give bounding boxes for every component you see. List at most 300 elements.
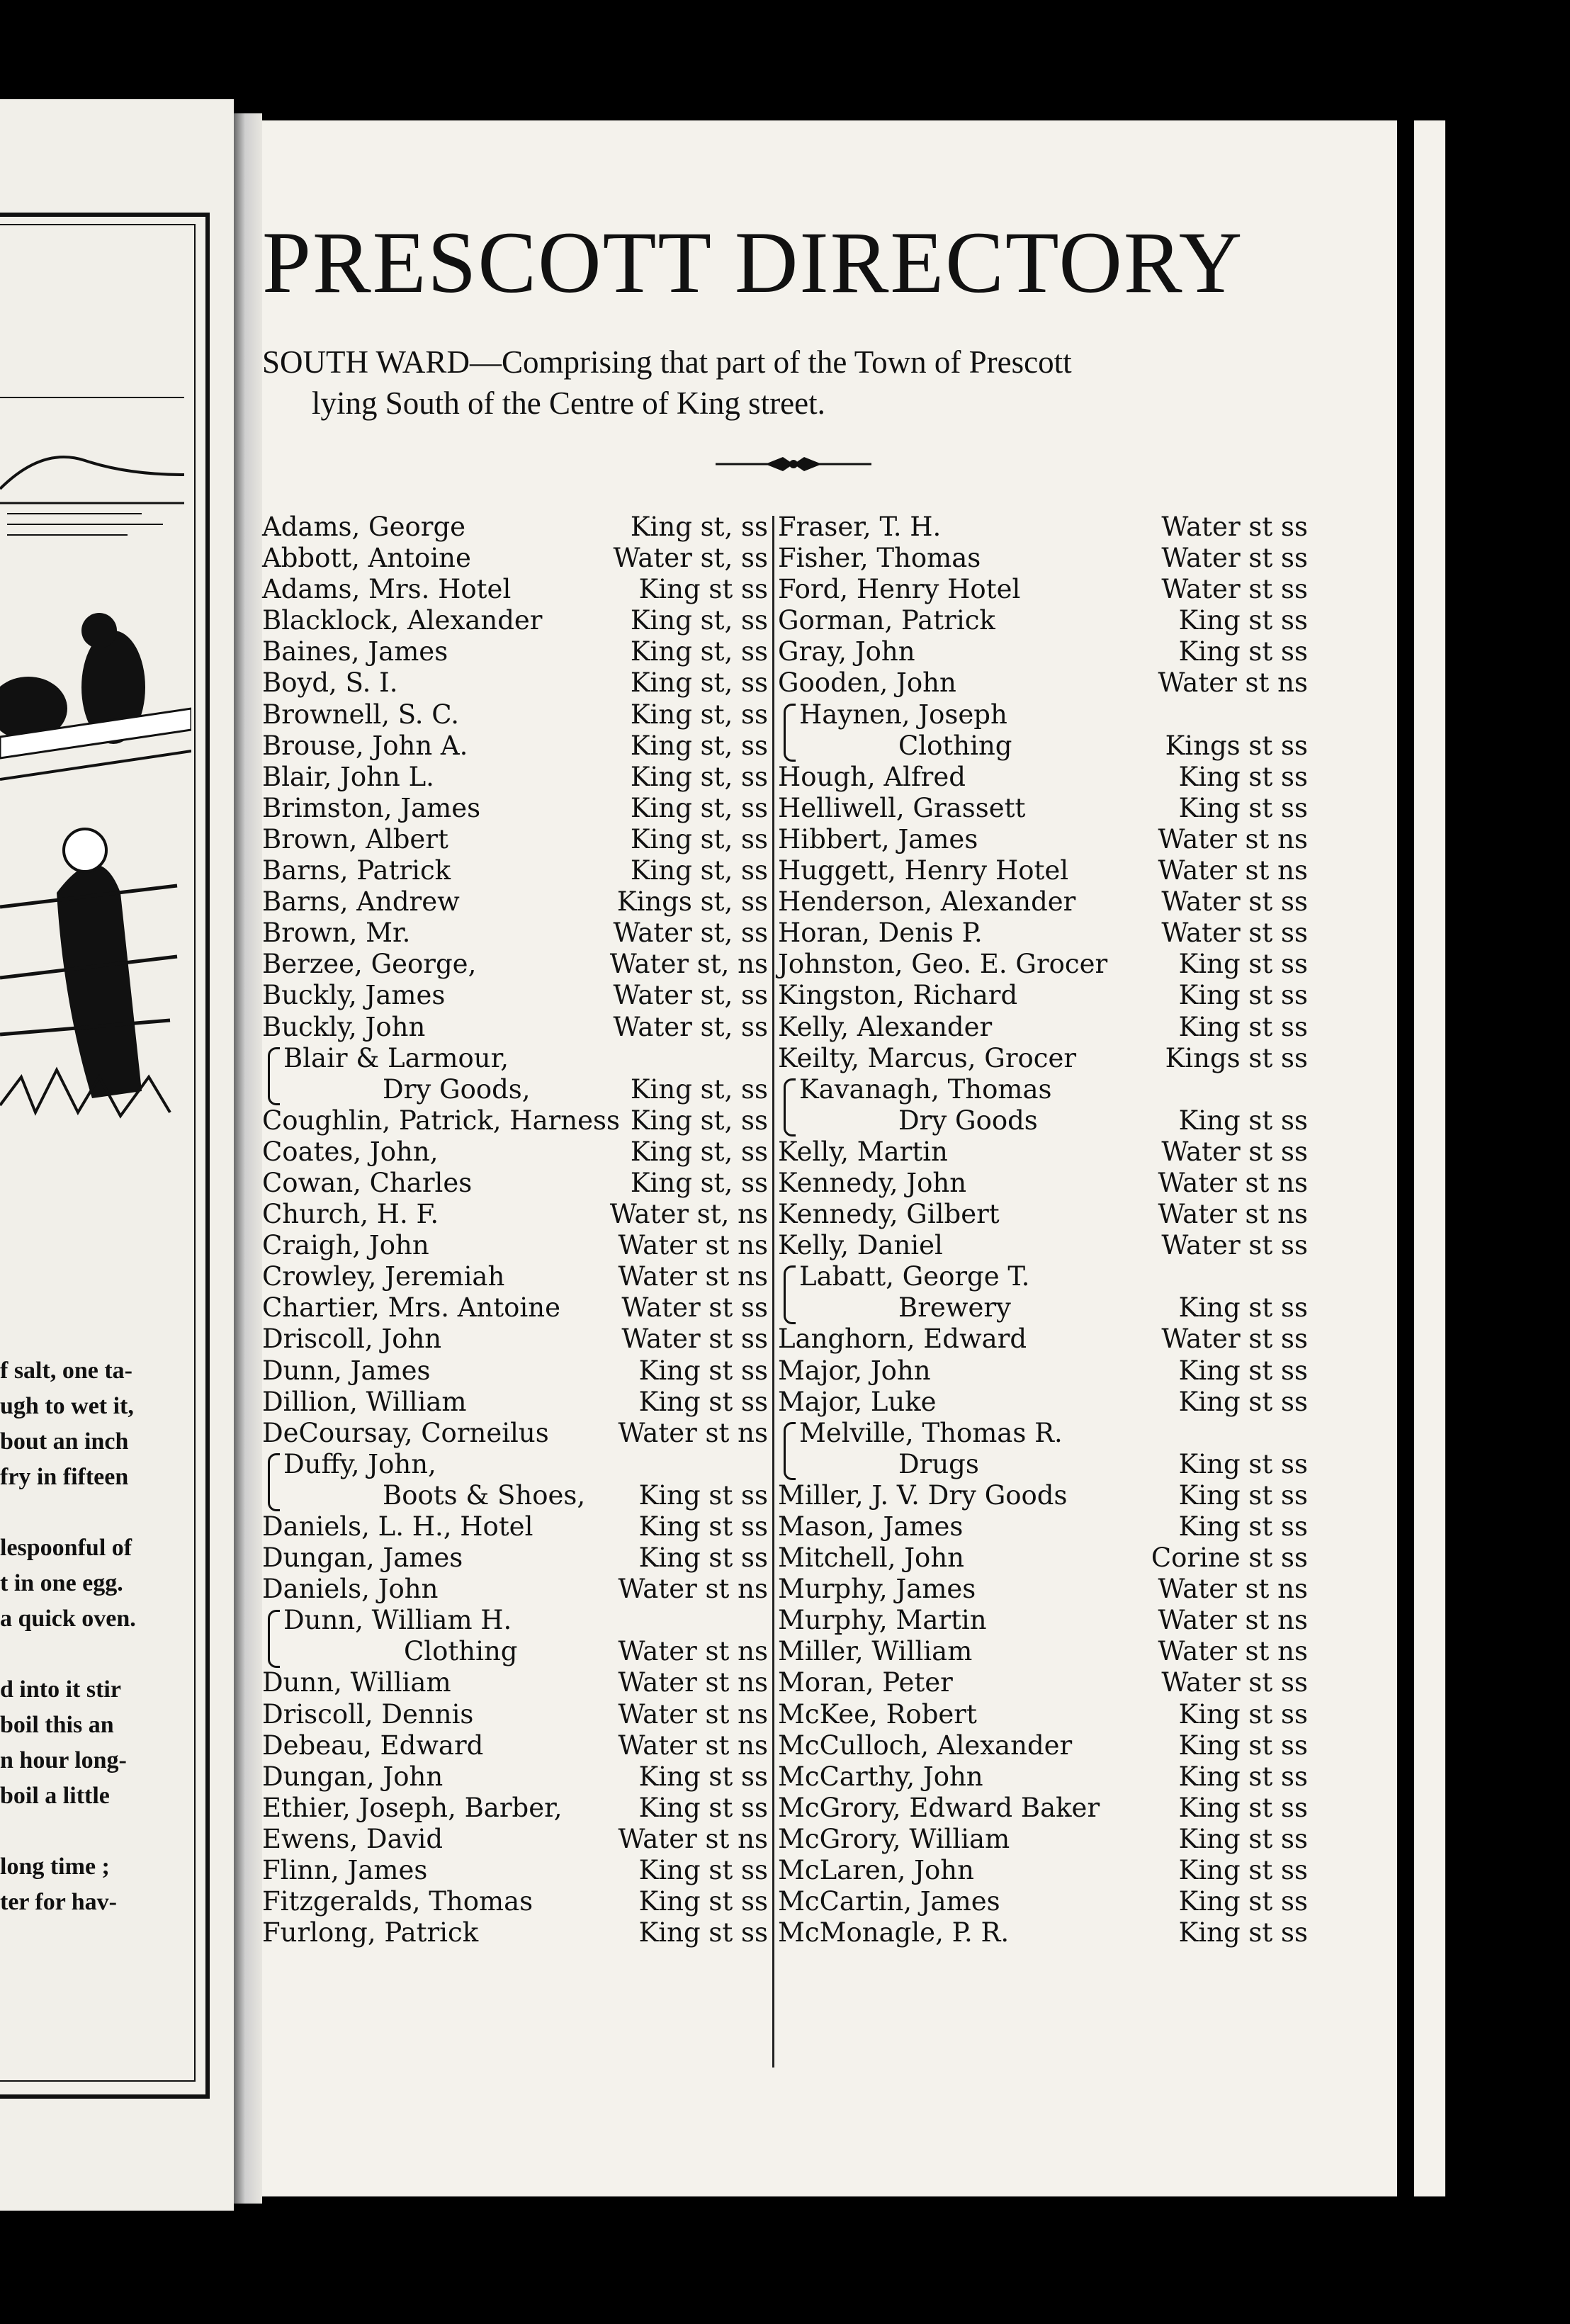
entry-address: Water st ns — [618, 1698, 768, 1730]
directory-entry — [262, 1480, 771, 1511]
entry-address: King st, ss — [630, 1136, 768, 1167]
directory-entry — [778, 1886, 1311, 1917]
entry-address: Water st, ss — [613, 1011, 768, 1042]
entry-name: Berzee, George, — [262, 949, 477, 980]
directory-entry — [778, 762, 1311, 793]
directory-entry — [778, 1261, 1311, 1292]
directory-entry — [262, 1074, 771, 1105]
entry-brace — [268, 1047, 280, 1105]
recipe-line: ugh to wet it, — [0, 1393, 134, 1419]
entry-name: McGrory, Edward Baker — [778, 1792, 1100, 1823]
entry-address: King st ss — [1178, 1011, 1308, 1042]
entry-name: Dunn, William — [262, 1667, 451, 1698]
entry-name: Kavanagh, Thomas — [799, 1073, 1052, 1105]
entry-name: McCartin, James — [778, 1886, 1000, 1917]
directory-entry — [778, 636, 1311, 667]
directory-entry — [778, 1761, 1311, 1793]
entry-address: Water st ns — [1158, 855, 1308, 886]
directory-entry — [778, 1480, 1311, 1511]
entry-address: King st ss — [1178, 1292, 1308, 1324]
entry-address: Kings st ss — [1165, 1042, 1308, 1073]
directory-entry — [262, 1324, 771, 1355]
entry-address: King st ss — [1178, 792, 1308, 823]
directory-entry — [778, 1324, 1311, 1355]
directory-entry — [778, 1074, 1311, 1105]
entry-name: Murphy, Martin — [778, 1605, 987, 1636]
entry-name: Ford, Henry Hotel — [778, 574, 1021, 605]
entry-brace — [784, 1078, 796, 1136]
entry-address: King st ss — [638, 1355, 768, 1386]
entry-name: Langhorn, Edward — [778, 1324, 1027, 1355]
directory-entry — [262, 886, 771, 918]
directory-entry — [262, 949, 771, 980]
directory-entry — [778, 1355, 1311, 1387]
entry-address: King st, ss — [630, 699, 768, 730]
entry-address: Water st ss — [1161, 886, 1308, 918]
directory-entry — [262, 1449, 771, 1480]
directory-entry — [262, 793, 771, 824]
directory-listing — [262, 512, 1311, 2070]
column-divider — [772, 516, 774, 2068]
directory-column-1 — [262, 512, 771, 1948]
entry-name: Brouse, John A. — [262, 730, 468, 761]
entry-name: McMonagle, P. R. — [778, 1917, 1010, 1948]
recipe-line: long time ; — [0, 1854, 110, 1880]
entry-name: Helliwell, Grassett — [778, 792, 1026, 823]
page-title: PRESCOTT DIRECTORY — [262, 214, 1244, 311]
directory-entry — [262, 824, 771, 855]
entry-address: King st, ss — [630, 730, 768, 761]
entry-name: Labatt, George T. — [799, 1261, 1030, 1292]
entry-address: King st ss — [1178, 1698, 1308, 1730]
entry-name: Coates, John, — [262, 1136, 439, 1167]
entry-name: Gray, John — [778, 636, 915, 667]
entry-name: Barns, Andrew — [262, 886, 460, 918]
recipe-line: d into it stir — [0, 1676, 121, 1703]
entry-name: McGrory, William — [778, 1823, 1010, 1854]
entry-address: King st ss — [1178, 1386, 1308, 1417]
directory-entry — [262, 636, 771, 667]
entry-brace — [268, 1453, 280, 1511]
directory-entry — [778, 1105, 1311, 1136]
entry-address: King st, ss — [630, 1167, 768, 1198]
entry-name: Kelly, Martin — [778, 1136, 948, 1167]
facing-page — [0, 99, 234, 2211]
directory-entry — [262, 1105, 771, 1136]
entry-name: Driscoll, John — [262, 1324, 442, 1355]
entry-name: Keilty, Marcus, Grocer — [778, 1042, 1077, 1073]
directory-entry — [778, 793, 1311, 824]
directory-entry — [262, 1043, 771, 1074]
entry-address: King st ss — [638, 1542, 768, 1574]
directory-entry — [778, 1917, 1311, 1948]
directory-entry — [778, 1636, 1311, 1667]
entry-name: Church, H. F. — [262, 1199, 439, 1230]
directory-entry — [778, 1699, 1311, 1730]
entry-name: Melville, Thomas R. — [799, 1417, 1063, 1448]
ward-description-line-2: lying South of the Centre of King street. — [312, 385, 825, 421]
directory-entry — [778, 1793, 1311, 1824]
entry-address: King st ss — [1178, 1823, 1308, 1854]
entry-address: Water st, ss — [613, 543, 768, 574]
entry-name: Ethier, Joseph, Barber, — [262, 1792, 563, 1823]
entry-name: Adams, George — [262, 512, 466, 542]
ward-description-text-1: SOUTH WARD—Comprising that part of the Town of Prescott — [262, 344, 1072, 380]
entry-address: King st, ss — [630, 855, 768, 886]
entry-name: Buckly, James — [262, 980, 446, 1011]
directory-entry — [262, 1261, 771, 1292]
entry-name: DeCoursay, Corneilus — [262, 1417, 549, 1448]
entry-name: Debeau, Edward — [262, 1730, 484, 1761]
directory-entry — [262, 1012, 771, 1043]
entry-address: King st ss — [1178, 1917, 1308, 1948]
directory-entry — [778, 1605, 1311, 1636]
entry-address: Water st ns — [618, 1261, 768, 1292]
entry-name: McCulloch, Alexander — [778, 1730, 1073, 1761]
directory-entry — [262, 1761, 771, 1793]
entry-name: Miller, J. V. Dry Goods — [778, 1479, 1068, 1511]
entry-name: Horan, Denis P. — [778, 918, 983, 949]
entry-address: King st ss — [1178, 949, 1308, 980]
directory-entry — [778, 824, 1311, 855]
directory-entry — [262, 762, 771, 793]
entry-address: Water st ss — [1161, 1230, 1308, 1261]
entry-address: Water st ns — [618, 1636, 768, 1667]
directory-entry — [262, 1824, 771, 1855]
entry-name: Ewens, David — [262, 1823, 444, 1854]
directory-entry — [262, 1605, 771, 1636]
directory-entry — [262, 1511, 771, 1542]
entry-name: Kelly, Alexander — [778, 1011, 993, 1042]
entry-address: Water st ns — [1158, 1199, 1308, 1230]
entry-name: Gorman, Patrick — [778, 605, 995, 636]
directory-entry — [778, 667, 1311, 699]
entry-name: Cowan, Charles — [262, 1167, 473, 1198]
entry-address: Water st ss — [621, 1292, 768, 1324]
entry-name: Hough, Alfred — [778, 761, 966, 792]
entry-address: King st, ss — [630, 792, 768, 823]
entry-name: Drugs — [898, 1448, 979, 1479]
directory-entry — [262, 543, 771, 574]
directory-column-2 — [778, 512, 1311, 1948]
entry-name: Brown, Albert — [262, 823, 448, 854]
entry-name: Dry Goods, — [383, 1073, 531, 1105]
entry-address: King st ss — [1178, 980, 1308, 1011]
entry-address: Water st ns — [1158, 667, 1308, 699]
entry-name: Dunn, James — [262, 1355, 431, 1386]
directory-entry — [778, 543, 1311, 574]
entry-address: King st ss — [638, 1917, 768, 1948]
entry-address: King st ss — [1178, 1730, 1308, 1761]
entry-name: Blair & Larmour, — [283, 1042, 509, 1073]
entry-address: Water st ss — [1161, 512, 1308, 542]
directory-entry — [778, 699, 1311, 731]
entry-name: Hibbert, James — [778, 823, 978, 854]
directory-entry — [262, 1199, 771, 1230]
directory-entry — [778, 574, 1311, 605]
entry-name: Murphy, James — [778, 1574, 976, 1605]
directory-entry — [778, 512, 1311, 543]
entry-address: King st, ss — [630, 667, 768, 699]
entry-name: Abbott, Antoine — [262, 543, 471, 574]
entry-name: Brownell, S. C. — [262, 699, 460, 730]
directory-entry — [778, 1292, 1311, 1324]
entry-name: Brewery — [898, 1292, 1011, 1324]
directory-entry — [262, 1168, 771, 1199]
entry-name: Fisher, Thomas — [778, 543, 981, 574]
entry-name: Dry Goods — [898, 1105, 1038, 1136]
entry-address: King st, ss — [630, 636, 768, 667]
recipe-text — [0, 1353, 163, 1920]
entry-address: Water st ss — [1161, 1667, 1308, 1698]
entry-address: Water st ns — [618, 1667, 768, 1698]
entry-address: King st ss — [1178, 1448, 1308, 1479]
entry-address: Water st ss — [1161, 1324, 1308, 1355]
entry-name: Blair, John L. — [262, 761, 434, 792]
entry-name: Adams, Mrs. Hotel — [262, 574, 512, 605]
entry-name: Flinn, James — [262, 1855, 428, 1886]
directory-entry — [778, 1043, 1311, 1074]
directory-entry — [262, 1886, 771, 1917]
entry-name: Clothing — [404, 1636, 518, 1667]
recipe-line: n hour long- — [0, 1747, 127, 1773]
directory-entry — [778, 1012, 1311, 1043]
directory-entry — [778, 605, 1311, 636]
entry-address: King st, ss — [630, 761, 768, 792]
directory-entry — [778, 1667, 1311, 1698]
directory-entry — [778, 1136, 1311, 1168]
entry-name: Duffy, John, — [283, 1448, 436, 1479]
entry-name: Craigh, John — [262, 1230, 429, 1261]
directory-entry — [262, 731, 771, 762]
entry-name: Driscoll, Dennis — [262, 1698, 474, 1730]
directory-entry — [262, 1542, 771, 1574]
recipe-line: bout an inch — [0, 1428, 129, 1455]
entry-address: King st ss — [1178, 1761, 1308, 1792]
entry-address: King st ss — [638, 1886, 768, 1917]
directory-entry — [262, 1917, 771, 1948]
entry-name: Boots & Shoes, — [383, 1479, 586, 1511]
entry-name: Fraser, T. H. — [778, 512, 942, 542]
entry-address: King st ss — [638, 1511, 768, 1542]
recipe-line: boil this an — [0, 1712, 114, 1738]
recipe-line: lespoonful of — [0, 1535, 132, 1561]
entry-name: Dunn, William H. — [283, 1605, 512, 1636]
directory-entry — [262, 1699, 771, 1730]
directory-entry — [778, 1855, 1311, 1886]
entry-address: Water st ss — [1161, 543, 1308, 574]
entry-name: Daniels, John — [262, 1574, 439, 1605]
entry-address: King st ss — [1178, 636, 1308, 667]
entry-name: McLaren, John — [778, 1855, 974, 1886]
directory-entry — [778, 1168, 1311, 1199]
entry-address: Water st ns — [1158, 1605, 1308, 1636]
directory-entry — [778, 1199, 1311, 1230]
entry-name: Furlong, Patrick — [262, 1917, 479, 1948]
bird-illustration — [0, 397, 191, 1162]
entry-name: Daniels, L. H., Hotel — [262, 1511, 533, 1542]
directory-entry — [778, 949, 1311, 980]
entry-address: King st ss — [1178, 1355, 1308, 1386]
entry-address: King st ss — [1178, 1792, 1308, 1823]
entry-address: King st ss — [1178, 1855, 1308, 1886]
entry-name: Moran, Peter — [778, 1667, 953, 1698]
entry-address: Water st ss — [1161, 574, 1308, 605]
recipe-gap — [0, 1814, 163, 1849]
entry-address: King st ss — [638, 1386, 768, 1417]
directory-entry — [262, 1793, 771, 1824]
directory-entry — [262, 1136, 771, 1168]
entry-address: Water st ns — [618, 1823, 768, 1854]
directory-entry — [778, 1511, 1311, 1542]
directory-entry — [262, 512, 771, 543]
entry-name: McCarthy, John — [778, 1761, 983, 1792]
entry-brace — [784, 704, 796, 762]
entry-name: Huggett, Henry Hotel — [778, 855, 1069, 886]
entry-address: Water st ss — [1161, 1136, 1308, 1167]
page-edge — [1397, 120, 1414, 2196]
entry-address: Water st ss — [621, 1324, 768, 1355]
recipe-gap — [0, 1495, 163, 1530]
recipe-gap — [0, 1637, 163, 1672]
entry-address: Water st ss — [1161, 918, 1308, 949]
entry-name: Chartier, Mrs. Antoine — [262, 1292, 560, 1324]
entry-address: King st ss — [638, 1761, 768, 1792]
ward-description-line-1 — [262, 342, 1311, 383]
directory-entry — [262, 1387, 771, 1418]
entry-name: Kelly, Daniel — [778, 1230, 943, 1261]
directory-entry — [262, 1355, 771, 1387]
entry-address: Water st ns — [1158, 823, 1308, 854]
entry-address: King st ss — [1178, 1886, 1308, 1917]
directory-entry — [262, 699, 771, 731]
directory-entry — [778, 1824, 1311, 1855]
directory-entry — [262, 855, 771, 886]
entry-brace — [784, 1422, 796, 1480]
entry-address: King st ss — [1178, 1479, 1308, 1511]
entry-address: Water st ns — [618, 1230, 768, 1261]
entry-address: Water st ns — [618, 1574, 768, 1605]
entry-address: Kings st, ss — [616, 886, 768, 918]
ornament-divider — [716, 453, 871, 475]
directory-entry — [262, 1292, 771, 1324]
entry-name: Kingston, Richard — [778, 980, 1018, 1011]
recipe-line: a quick oven. — [0, 1606, 136, 1632]
entry-name: Kennedy, Gilbert — [778, 1199, 1000, 1230]
directory-entry — [778, 1418, 1311, 1449]
entry-name: Boyd, S. I. — [262, 667, 398, 699]
entry-address: King st, ss — [630, 512, 768, 542]
entry-address: Water st, ss — [613, 918, 768, 949]
directory-entry — [262, 1855, 771, 1886]
directory-page — [262, 120, 1445, 2196]
directory-entry — [778, 1449, 1311, 1480]
recipe-line: fry in fifteen — [0, 1464, 129, 1490]
entry-name: Dungan, James — [262, 1542, 463, 1574]
entry-name: Miller, William — [778, 1636, 973, 1667]
entry-name: Mason, James — [778, 1511, 964, 1542]
entry-address: Kings st ss — [1165, 730, 1308, 761]
directory-entry — [778, 1730, 1311, 1761]
directory-entry — [778, 1574, 1311, 1605]
entry-name: Baines, James — [262, 636, 448, 667]
entry-address: Water st, ss — [613, 980, 768, 1011]
directory-entry — [262, 574, 771, 605]
recipe-line: boil a little — [0, 1783, 110, 1809]
entry-name: Johnston, Geo. E. Grocer — [778, 949, 1108, 980]
entry-address: Corine st ss — [1151, 1542, 1308, 1574]
entry-address: King st ss — [638, 1855, 768, 1886]
ward-description — [262, 342, 1311, 424]
directory-entry — [778, 980, 1311, 1011]
entry-name: Major, John — [778, 1355, 931, 1386]
entry-name: Crowley, Jeremiah — [262, 1261, 505, 1292]
entry-address: Water st, ns — [609, 949, 768, 980]
entry-name: Fitzgeralds, Thomas — [262, 1886, 533, 1917]
directory-entry — [262, 1418, 771, 1449]
entry-name: Gooden, John — [778, 667, 956, 699]
entry-address: King st ss — [1178, 605, 1308, 636]
directory-entry — [778, 1542, 1311, 1574]
directory-entry — [262, 1636, 771, 1667]
entry-name: Dungan, John — [262, 1761, 444, 1792]
directory-entry — [262, 918, 771, 949]
entry-name: Buckly, John — [262, 1011, 426, 1042]
entry-brace — [784, 1265, 796, 1324]
recipe-line: t in one egg. — [0, 1570, 123, 1596]
entry-name: Blacklock, Alexander — [262, 605, 543, 636]
directory-entry — [778, 855, 1311, 886]
entry-name: McKee, Robert — [778, 1698, 977, 1730]
directory-entry — [262, 980, 771, 1011]
entry-name: Dillion, William — [262, 1386, 467, 1417]
directory-entry — [262, 1667, 771, 1698]
entry-name: Henderson, Alexander — [778, 886, 1076, 918]
entry-name: Kennedy, John — [778, 1167, 967, 1198]
entry-address: King st ss — [1178, 1511, 1308, 1542]
entry-address: King st, ss — [630, 1073, 768, 1105]
entry-address: Water st ns — [1158, 1167, 1308, 1198]
entry-address: King st ss — [1178, 761, 1308, 792]
entry-address: King st ss — [638, 1792, 768, 1823]
entry-address: Water st ns — [1158, 1574, 1308, 1605]
directory-entry — [262, 605, 771, 636]
entry-name: Haynen, Joseph — [799, 699, 1007, 730]
entry-address: Water st, ns — [609, 1199, 768, 1230]
directory-entry — [262, 1574, 771, 1605]
entry-address: King st ss — [1178, 1105, 1308, 1136]
entry-address: King st ss — [638, 1479, 768, 1511]
book-gutter — [234, 113, 262, 2204]
entry-address: Water st ns — [618, 1730, 768, 1761]
directory-entry — [778, 731, 1311, 762]
directory-entry — [778, 1230, 1311, 1261]
recipe-line: f salt, one ta- — [0, 1358, 132, 1384]
directory-entry — [778, 1387, 1311, 1418]
entry-address: Water st ns — [618, 1417, 768, 1448]
directory-entry — [262, 1730, 771, 1761]
entry-name: Clothing — [898, 730, 1012, 761]
entry-name: Brown, Mr. — [262, 918, 411, 949]
directory-entry — [262, 667, 771, 699]
directory-entry — [778, 886, 1311, 918]
entry-name: Major, Luke — [778, 1386, 937, 1417]
entry-address: King st ss — [638, 574, 768, 605]
entry-name: Mitchell, John — [778, 1542, 964, 1574]
entry-name: Brimston, James — [262, 792, 481, 823]
entry-name: Barns, Patrick — [262, 855, 451, 886]
entry-address: Water st ns — [1158, 1636, 1308, 1667]
